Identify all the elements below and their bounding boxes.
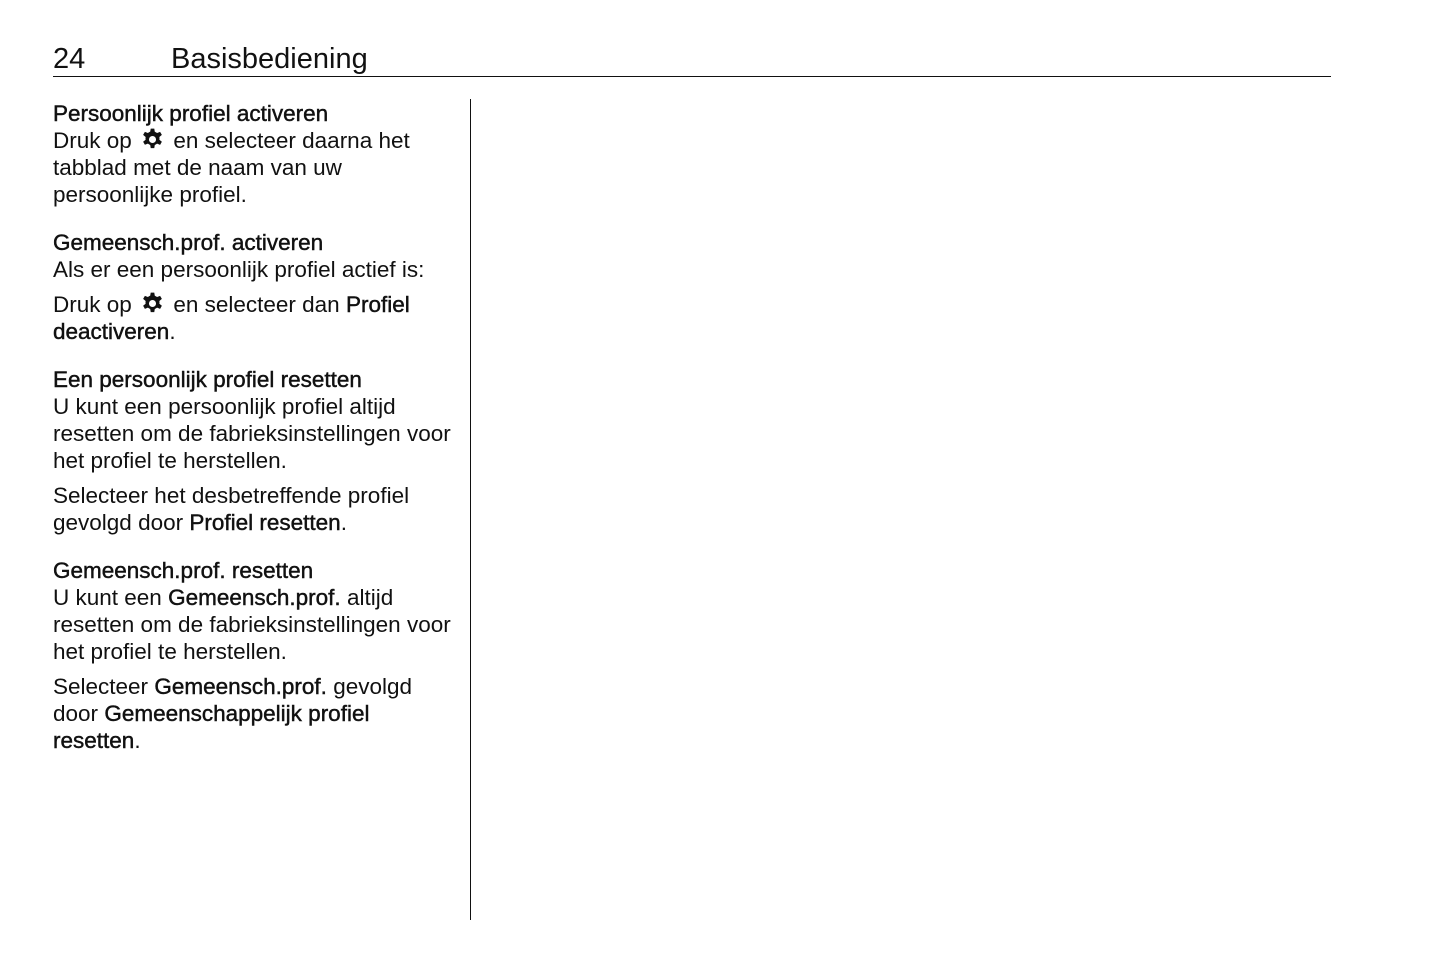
page-header: [53, 40, 1331, 77]
text: altijd resetten om de fabrieksinstellingen voor het profiel te herstellen.: [53, 585, 451, 664]
gear-icon: [140, 127, 165, 152]
chapter-title: Basisbediening: [171, 43, 368, 75]
section-title: Gemeensch.prof. activeren: [53, 230, 324, 255]
text: en selecteer dan: [173, 292, 340, 317]
paragraph: [53, 127, 453, 208]
paragraph: [53, 482, 453, 536]
text: en selecteer daarna het tabblad met de naam van uw persoonlijke profiel.: [53, 128, 410, 207]
gear-icon: [140, 291, 165, 316]
section-activate-shared-profile: [53, 229, 453, 345]
menu-item-reference: Gemeensch.prof.: [154, 674, 327, 699]
text: Druk op: [53, 292, 132, 317]
menu-item-reference: Profiel deactiveren: [53, 292, 410, 344]
text: Druk op: [53, 128, 132, 153]
paragraph: [53, 673, 453, 754]
text: Selecteer: [53, 674, 149, 699]
text: .: [340, 510, 347, 535]
column-divider: [470, 99, 471, 920]
text: .: [134, 728, 141, 753]
page-number: 24: [53, 43, 86, 75]
section-title: Een persoonlijk profiel resetten: [53, 367, 362, 392]
paragraph: [53, 291, 453, 345]
menu-item-reference: Gemeensch.prof.: [168, 585, 341, 610]
left-column: [53, 100, 453, 775]
section-title: Persoonlijk profiel activeren: [53, 101, 329, 126]
paragraph: Als er een persoonlijk profiel actief is:: [53, 257, 425, 282]
section-title: Gemeensch.prof. resetten: [53, 558, 314, 583]
section-activate-personal-profile: [53, 100, 453, 208]
text: .: [169, 319, 176, 344]
text: Selecteer het desbetreffende profiel gevolgd door: [53, 483, 410, 535]
paragraph: [53, 584, 453, 665]
section-reset-shared-profile: [53, 557, 453, 754]
menu-item-reference: Profiel resetten: [189, 510, 341, 535]
paragraph: U kunt een persoonlijk profiel altijd resetten om de fabrieksinstellingen voor het profiel te herstellen.: [53, 394, 451, 473]
text: gevolgd door: [53, 674, 413, 726]
text: U kunt een: [53, 585, 162, 610]
section-reset-personal-profile: [53, 366, 453, 536]
menu-item-reference: Gemeenschappelijk profiel resetten: [53, 701, 370, 753]
